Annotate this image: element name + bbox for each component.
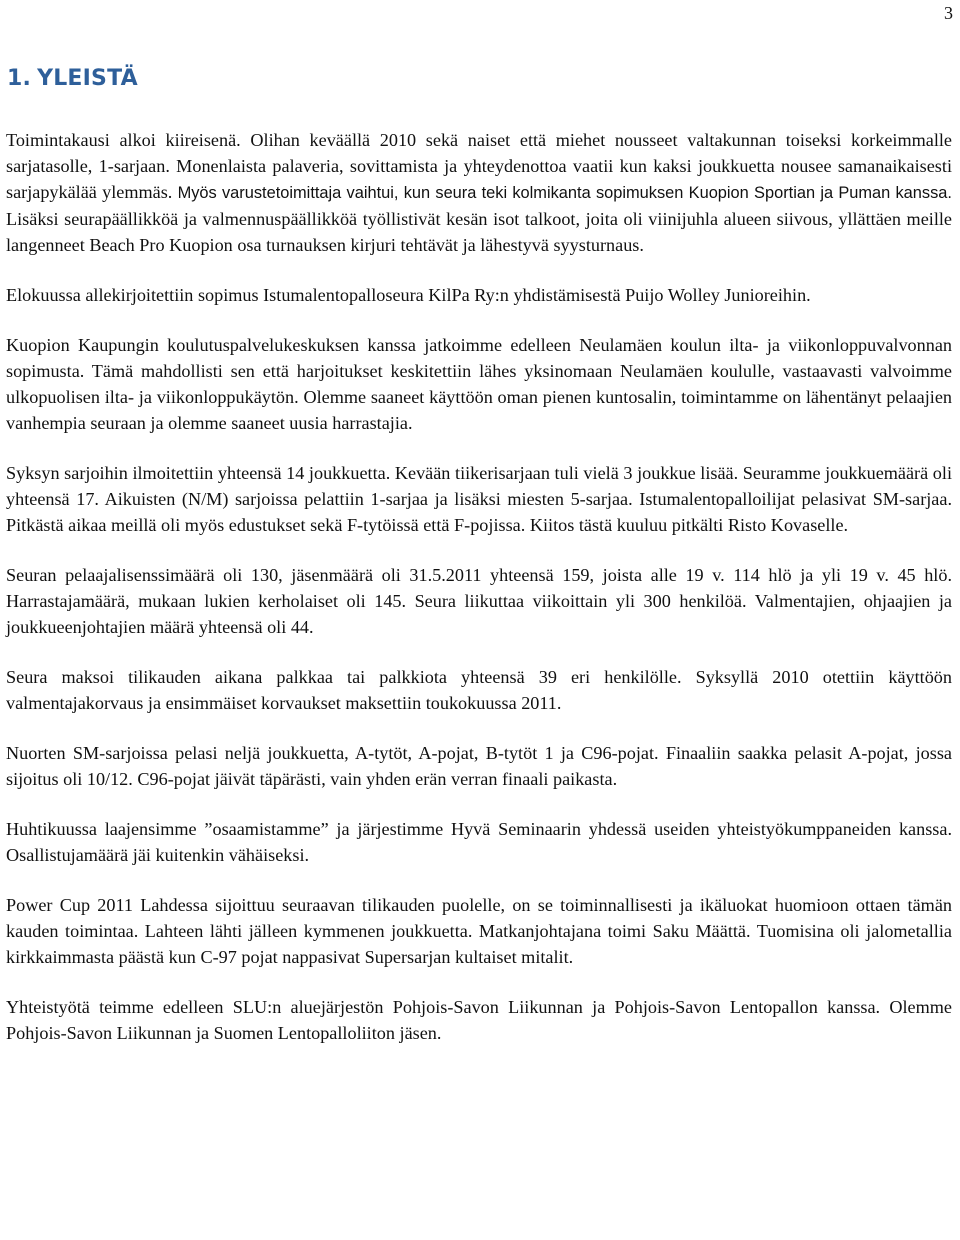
- paragraph-merger: Elokuussa allekirjoitettiin sopimus Istumalentopalloseura KilPa Ry:n yhdistämisestä Puijo Wolley Junioreihin.: [6, 285, 811, 305]
- paragraph-school-agreement: Kuopion Kaupungin koulutuspalvelukeskuksen kanssa jatkoimme edelleen Neulamäen koulun ilta- ja viikonloppuvalvonnan sopimusta. Tämä mahdollisti sen että harjoitukset keskitettiin lähes yksinomaan Neulamäen koululle, vastaavasti valvoimme ulkopuolisen ilta- ja viikonloppukäytön. Olemme saaneet käyttöön oman pienen kuntosalin, toimintamme on lähentänyt pelaajien vanhempia seuraan ja olemme saaneet uusia harrastajia.: [6, 335, 952, 433]
- paragraph-seminar: Huhtikuussa laajensimme ”osaamistamme” ja järjestimme Hyvä Seminaarin yhdessä useiden yhteistyökumppaneiden kanssa. Osallistujamäärä jäi kuitenkin vähäiseksi.: [6, 819, 952, 865]
- paragraph-power-cup: Power Cup 2011 Lahdessa sijoittuu seuraavan tilikauden puolelle, on se toiminnallisesti ja ikäluokat huomioon ottaen tämän kauden toimintaa. Lahteen lähti jälleen kymmenen joukkuetta. Matkanjohtajana toimi Saku Määttä. Tuomisina oli jalometallia kirkkaimmasta päästä kun C-97 pojat nappasivat Supersarjan kultaiset mitalit.: [6, 895, 952, 967]
- paragraph-season-start: [6, 127, 952, 258]
- section-heading: [7, 66, 138, 91]
- paragraph-sm-series: Nuorten SM-sarjoissa pelasi neljä joukkuetta, A-tytöt, A-pojat, B-tytöt 1 ja C96-pojat. Finaaliin saakka pelasit A-pojat, jossa sijoitus oli 10/12. C96-pojat jäivät täpärästi, vain yhden erän verran finaali paikasta.: [6, 743, 952, 789]
- section-title: YLEISTÄ: [37, 66, 138, 91]
- paragraph-text: Toimintakausi alkoi kiireisenä. Olihan keväällä 2010 sekä naiset että miehet nousseet valtakunnan toiseksi korkeimmalle sarjatasolle, 1-sarjaan. Monenlaista palaveria, sovittamista ja yhteydenottoa vaatii kun kaksi joukkuetta nousee samanaikaisesti sarjapykälää ylemmäs.: [6, 130, 952, 202]
- paragraph-text-sans: Myös varustetoimittaja vaihtui, kun seura teki kolmikanta sopimuksen Kuopion Sportian ja Puman kanssa.: [177, 184, 952, 202]
- section-number: 1.: [7, 66, 32, 91]
- paragraph-teams: Syksyn sarjoihin ilmoitettiin yhteensä 14 joukkuetta. Kevään tiikerisarjaan tuli vielä 3 joukkue lisää. Seuramme joukkuemäärä oli yhteensä 17. Aikuisten (N/M) sarjoissa pelattiin 1-sarjaa ja lisäksi miesten 5-sarjaa. Istumalentopalloilijat pelasivat SM-sarjaa. Pitkästä aikaa meillä oli myös edustukset sekä F-tytöissä että F-pojissa. Kiitos tästä kuuluu pitkälti Risto Kovaselle.: [6, 463, 952, 535]
- paragraph-cooperation: Yhteistyötä teimme edelleen SLU:n aluejärjestön Pohjois-Savon Liikunnan ja Pohjois-Savon Lentopallon kanssa. Olemme Pohjois-Savon Liikunnan ja Suomen Lentopalloliiton jäsen.: [6, 997, 952, 1043]
- paragraph-salaries: Seura maksoi tilikauden aikana palkkaa tai palkkiota yhteensä 39 eri henkilölle. Syksyllä 2010 otettiin käyttöön valmentajakorvaus ja ensimmäiset korvaukset maksettiin toukokuussa 2011.: [6, 667, 952, 713]
- paragraph-text: Lisäksi seurapäällikköä ja valmennuspäällikköä työllistivät kesän isot talkoot, joita oli viinijuhla alueen siivous, yllättäen meille langenneet Beach Pro Kuopion osa turnauksen kirjuri tehtävät ja lähestyvä syysturnaus.: [6, 209, 952, 255]
- page-number: 3: [944, 3, 953, 23]
- paragraph-members: Seuran pelaajalisenssimäärä oli 130, jäsenmäärä oli 31.5.2011 yhteensä 159, joista alle 19 v. 114 hlö ja yli 19 v. 45 hlö. Harrastajamäärä, mukaan lukien kerholaiset oli 145. Seura liikuttaa viikoittain yli 300 henkilöä. Valmentajien, ohjaajien ja joukkueenjohtajien määrä yhteensä oli 44.: [6, 565, 952, 637]
- body-text: [6, 127, 952, 1070]
